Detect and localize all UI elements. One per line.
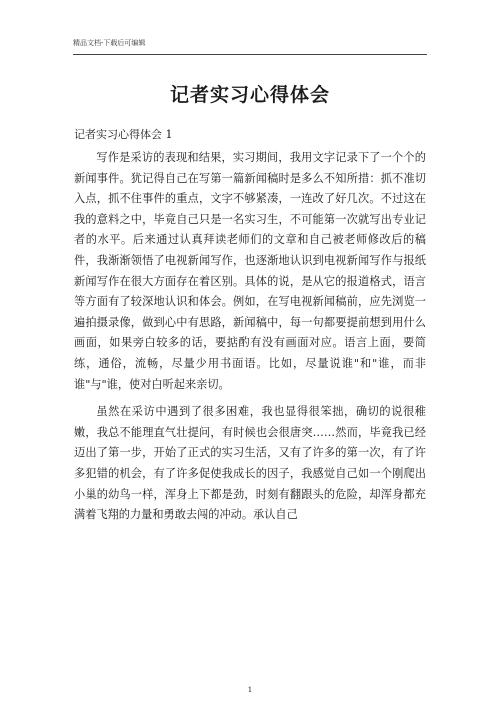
- header-rule: [73, 54, 427, 55]
- document-title: 记者实习心得体会: [169, 84, 330, 106]
- paragraph: 虽然在采访中遇到了很多困难，我也显得很笨拙，确切的说很稚嫩，我总不能理直气壮提问，有时候也会很唐突……然而，毕竟我已经迈出了第一步，开始了正式的实习生活，又有了许多的第一次，有了许多犯错的机会，有了许多促使我成长的因子，我感觉自己如一个刚爬出小巢的幼鸟一样，浑身上下都是劲，时刻有翻跟头的危险，却浑身都充满着飞翔的力量和勇敢去闯的冲动。承认自己: [74, 405, 426, 522]
- page-number: 1: [247, 686, 253, 694]
- section-heading: 记者实习心得体会 1: [74, 128, 173, 141]
- page-header: 精品文档-下载后可编辑: [73, 39, 146, 47]
- document-body: [74, 148, 426, 533]
- paragraph: 写作是采访的表现和结果，实习期间，我用文字记录下了一个个的新闻事件。犹记得自己在写第一篇新闻稿时是多么不知所措：抓不准切入点，抓不住事件的重点，文字不够紧凑，一连改了好几次。不过这在我的意料之中，毕竟自己只是一名实习生，不可能第一次就写出专业记者的水平。后来通过认真拜读老师们的文章和自己被老师修改后的稿件，我渐渐领悟了电视新闻写作，也逐渐地认识到电视新闻写作与报纸新闻写作在很大方面存在着区别。具体的说，是从它的报道格式，语言等方面有了较深地认识和体会。例如，在写电视新闻稿前，应先浏览一遍拍摄录像，做到心中有思路，新闻稿中，每一句都要提前想到用什么画面，如果旁白较多的话，要掂酌有没有画面对应。语言上面，要简练，通俗，流畅，尽量少用书面语。比如，尽量说谁"和"谁，而非谁"与"谁，使对白听起来亲切。: [74, 151, 426, 391]
